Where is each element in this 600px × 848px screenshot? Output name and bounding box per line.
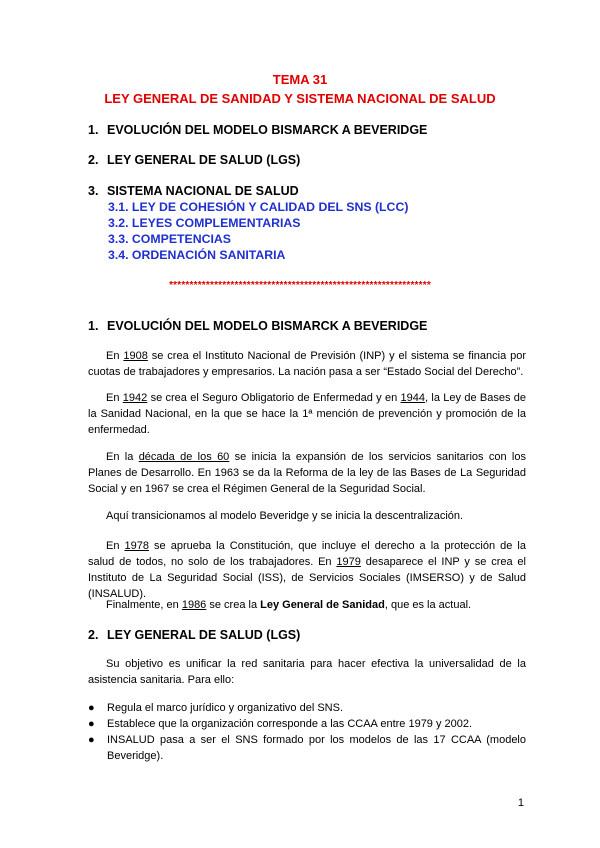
section-number: 2. [88,628,99,642]
section-title: LEY GENERAL DE SALUD (LGS) [107,628,301,642]
toc-item-3 [88,184,299,198]
toc-subitem-3-1: 3.1. LEY DE COHESIÓN Y CALIDAD DEL SNS (LCC) [108,200,409,214]
bullet-icon: ● [88,734,95,746]
doc-subtitle: LEY GENERAL DE SANIDAD Y SISTEMA NACIONAL DE SALUD [104,91,496,106]
year-1979: 1979 [336,556,361,568]
toc-item-number: 2. [88,153,99,167]
toc-subitem-3-3: 3.3. COMPETENCIAS [108,232,231,246]
toc-item-label: LEY GENERAL DE SALUD (LGS) [107,153,301,167]
year-1908: 1908 [123,350,148,362]
paragraph: En 1978 se aprueba la Constitución, que incluye el derecho a la protección de la salud de todos, no solo de los trabajadores. En 1979 desaparece el INP y se crea el Instituto de La Seguridad Social (ISS), de Servicios Sociales (IMSERSO) y de Salud (INSALUD). [88,540,526,600]
decade-60: década de los 60 [138,451,230,463]
paragraph: En la década de los 60 se inicia la expansión de los servicios sanitarios con los Planes de Desarrollo. En 1963 se da la Reforma de la ley de las Bases de La Seguridad Social y en 1967 se crea el Régimen General de la Seguridad Social. [88,451,526,495]
page-number: 1 [517,797,524,809]
toc-subitem-3-2: 3.2. LEYES COMPLEMENTARIAS [108,216,301,230]
toc-item-number: 3. [88,184,99,198]
toc-item-label: EVOLUCIÓN DEL MODELO BISMARCK A BEVERIDGE [107,123,428,137]
list-item: ● Establece que la organización corresponde a las CCAA entre 1979 y 2002. [88,718,473,730]
bullet-icon: ● [88,718,95,730]
list-item: ● Regula el marco jurídico y organizativo del SNS. [88,702,344,714]
bullet-list [88,700,526,764]
tema-title: TEMA 31 [272,72,328,87]
bold-term: Ley General de Sanidad [260,599,385,611]
section-title: EVOLUCIÓN DEL MODELO BISMARCK A BEVERIDGE [107,319,428,333]
bullet-icon: ● [88,702,95,714]
section-number: 1. [88,319,99,333]
section-1-heading [88,319,427,333]
toc-subitem-3-4: 3.4. ORDENACIÓN SANITARIA [108,248,286,262]
toc-item-1 [88,123,427,137]
toc-item-label: SISTEMA NACIONAL DE SALUD [107,184,299,198]
paragraph: Finalmente, en 1986 se crea la Ley General de Sanidad, que es la actual. [106,599,472,611]
section-2-heading [88,628,300,642]
list-item: ● INSALUD pasa a ser el SNS formado por los modelos de las 17 CCAA (modelo Beveridge). [88,734,526,762]
separator-stars: **************************************************************** [169,280,431,291]
toc-item-number: 1. [88,123,99,137]
year-1944: 1944 [400,392,426,404]
paragraph: Su objetivo es unificar la red sanitaria para hacer efectiva la universalidad de la asistencia sanitaria. Para ello: [88,658,526,686]
toc-item-2 [88,153,300,167]
paragraph: En 1942 se crea el Seguro Obligatorio de Enfermedad y en 1944, la Ley de Bases de la Sanidad Nacional, en la que se hace la 1ª mención de prevención y promoción de la enfermedad. [88,392,526,436]
year-1986: 1986 [181,599,207,611]
paragraph: En 1908 se crea el Instituto Nacional de Previsión (INP) y el sistema se financia por cuotas de trabajadores y empresarios. La nación pasa a ser “Estado Social del Derecho”. [88,350,527,378]
paragraph: Aquí transicionamos al modelo Beveridge y se inicia la descentralización. [106,510,464,522]
year-1942: 1942 [122,392,148,404]
year-1978: 1978 [124,540,149,552]
